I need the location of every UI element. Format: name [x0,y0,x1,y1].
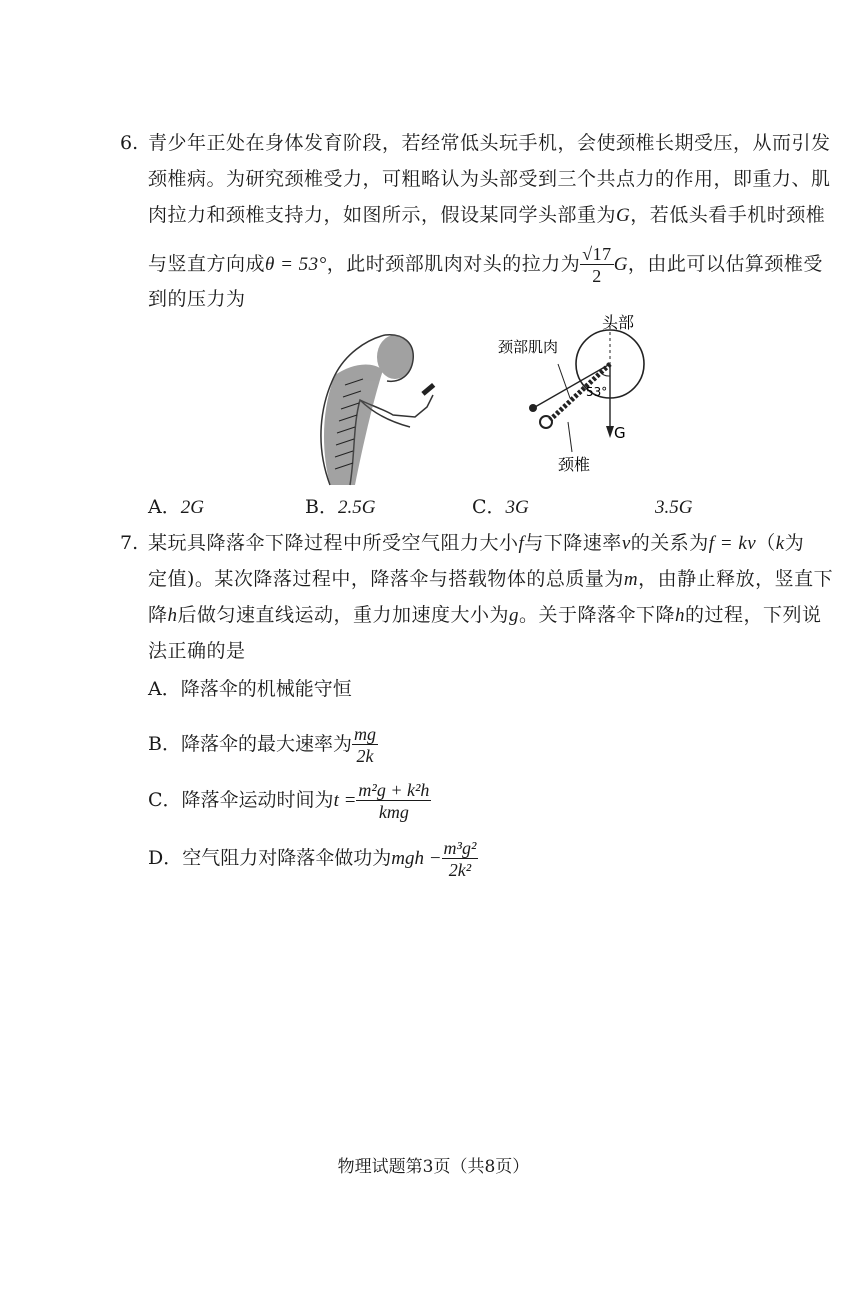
q6-line-2: 颈椎病。为研究颈椎受力，可粗略认为头部受到三个共点力的作用，即重力、肌 [148,168,831,190]
q7-option-d-letter: D． [148,847,183,869]
q6-line-4-text-c: ，由此可以估算颈椎受 [627,253,823,275]
q6-line-4-text-b: ，此时颈部肌肉对头的拉力为 [326,253,581,275]
q7-h-symbol: h [167,605,178,626]
q6-option-a [148,494,204,521]
head-label: 头部 [602,313,635,332]
q6-option-b-letter: B． [305,496,338,518]
q6-option-a-value: 2G [180,497,204,518]
q7-option-d-lhs: mgh − [391,848,442,869]
neck-force-diagram [490,312,710,487]
q7-option-a [148,676,352,702]
q7-line-1-a: 某玩具降落伞下降过程中所受空气阻力大小 [148,532,519,554]
person-looking-at-phone-figure [275,315,450,490]
q7-option-c-fraction [356,780,431,823]
q7-option-d-text: 空气阻力对降落伞做功为 [182,847,392,869]
q7-g-symbol: g [509,605,520,626]
q6-option-b [305,494,375,521]
q6-option-c [472,494,529,521]
question-7-number: 7. [120,532,139,554]
q6-option-b-value: 2.5G [337,497,376,518]
q7-k-symbol: k [775,533,785,554]
q7-option-b [148,720,378,768]
q6-line-5: 到的压力为 [148,288,246,310]
q7-line-1 [148,530,804,557]
q6-line-4 [148,242,823,287]
q7-resistance-formula: f = kv [708,533,757,554]
q7-line-3-c: 。关于降落伞下降 [519,604,676,626]
q6-fraction-numerator: √17 [582,243,612,264]
q6-line-3 [148,202,825,229]
spine-label: 颈椎 [558,455,591,474]
q6-option-d [655,494,692,521]
q7-option-c-lhs: t = [333,790,357,811]
q6-line-3-text-b: ，若低头看手机时颈椎 [630,204,826,226]
q7-line-1-e: 为 [784,532,805,554]
q6-line-3-text-a: 肉拉力和颈椎支持力，如图所示，假设某同学头部重为 [148,204,617,226]
q7-line-2 [148,566,833,593]
q7-option-a-letter: A． [148,678,181,700]
q7-option-b-denominator: 2k [356,745,374,766]
q6-option-a-letter: A． [148,496,181,518]
q7-line-4: 法正确的是 [148,640,246,662]
q6-line-1: 青少年正处在身体发育阶段，若经常低头玩手机，会使颈椎长期受压，从而引发 [148,132,831,154]
q6-angle-formula: θ = 53° [265,254,327,275]
q7-option-b-letter: B． [148,733,181,755]
q7-v-symbol: v [621,533,631,554]
q7-f-symbol: f [518,533,525,554]
q7-option-b-text: 降落伞的最大速率为 [180,733,352,755]
gravity-label: G [614,424,626,442]
q7-option-c-text: 降落伞运动时间为 [181,789,334,811]
q7-option-c [148,776,431,825]
q7-line-3-a: 降 [148,604,168,626]
q6-tension-fraction [580,244,613,287]
q7-line-2-a: 定值)。某次降落过程中，降落伞与搭载物体的总质量为 [148,568,624,590]
q7-line-1-c: 的关系为 [630,532,709,554]
q7-option-c-numerator: m²g + k²h [358,779,430,800]
q7-option-d-fraction [442,838,479,881]
q7-option-d [148,834,478,883]
q7-option-b-numerator: mg [353,723,376,744]
q6-option-d-value: 3.5G [655,497,693,518]
q6-option-c-letter: C． [472,496,506,518]
q7-option-b-fraction [352,724,378,767]
q7-line-3 [148,602,822,629]
question-6-number: 6. [120,132,139,154]
q7-line-2-b: ，由静止释放，竖直下 [638,568,834,590]
angle-label: 53° [586,385,608,399]
q7-option-c-letter: C． [148,789,182,811]
q7-line-1-b: 与下降速率 [524,532,622,554]
neck-muscle-label: 颈部肌肉 [498,338,559,356]
q6-line-4-text-a: 与竖直方向成 [148,253,266,275]
q6-weight-symbol: G [616,205,631,226]
q7-line-3-d: 的过程，下列说 [685,604,822,626]
q7-option-a-text: 降落伞的机械能守恒 [180,678,352,700]
q7-option-d-numerator: m³g² [443,837,477,858]
q7-option-c-denominator: kmg [378,801,409,822]
q6-option-c-value: 3G [505,497,529,518]
q7-option-d-denominator: 2k² [448,859,472,880]
q7-m-symbol: m [623,569,639,590]
q7-h-symbol-2: h [675,605,686,626]
q6-fraction-denominator: 2 [592,265,602,286]
q7-line-1-d: （ [756,532,776,554]
q6-tension-G: G [613,254,628,275]
page-footer: 物理试题第3页（共8页） [337,1157,530,1177]
q7-line-3-b: 后做匀速直线运动，重力加速度大小为 [177,604,510,626]
